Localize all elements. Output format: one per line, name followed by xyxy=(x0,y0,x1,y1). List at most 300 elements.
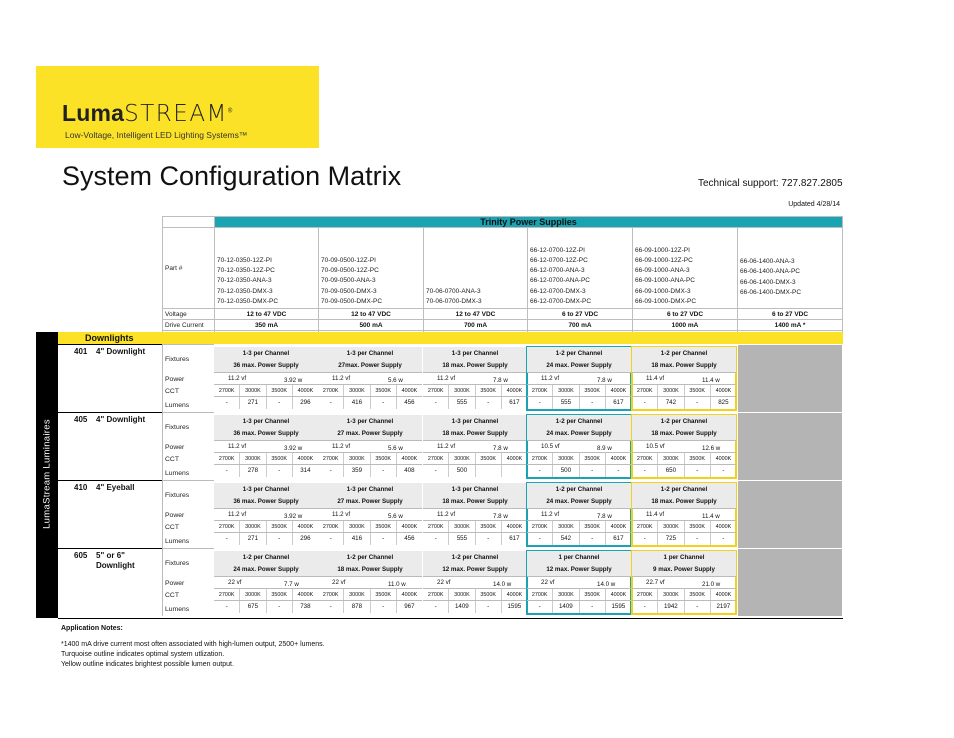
lumens-value: 555 xyxy=(553,397,579,409)
fixtures-max: 18 max. Power Supply xyxy=(651,362,717,369)
lumens-value: - xyxy=(527,465,553,477)
lumens-value: 542 xyxy=(553,533,579,545)
config-cell xyxy=(632,347,736,410)
cct-row xyxy=(318,385,422,397)
power-vf: 11.2 vf xyxy=(332,511,351,518)
lumens-row xyxy=(527,533,631,545)
power-row xyxy=(632,577,736,589)
spec-value: 700 mA xyxy=(424,320,528,331)
technical-support: Technical support: 727.827.2805 xyxy=(698,178,843,189)
cct-row xyxy=(214,521,318,533)
power-row xyxy=(214,509,318,521)
cct-value: 3500K xyxy=(267,521,293,532)
cct-value: 3500K xyxy=(371,521,397,532)
cct-value: 4000K xyxy=(506,388,523,394)
lumens-value: - xyxy=(580,397,606,409)
fixtures-per-channel: 1-2 per Channel xyxy=(242,554,290,561)
lumens-value: 1409 xyxy=(553,601,579,613)
cct-row xyxy=(527,453,631,465)
spec-label: Drive Current xyxy=(163,320,215,331)
cct-value: 4000K xyxy=(297,592,314,598)
power-w: 14.0 w xyxy=(493,581,512,588)
power-w: 7.8 w xyxy=(597,513,612,520)
row-label-fixtures: Fixtures xyxy=(165,356,190,363)
lumens-value: 675 xyxy=(240,601,266,613)
spec-value: 1000 mA xyxy=(633,320,738,331)
fixtures-per-channel: 1-3 per Channel xyxy=(242,350,290,357)
row-label-cct: CCT xyxy=(165,388,179,395)
lumens-value: - xyxy=(214,533,240,545)
cct-value: 3500K xyxy=(580,589,606,600)
cct-value: 4000K xyxy=(610,524,627,530)
fixtures-box xyxy=(632,483,736,509)
cct-value: 3000K xyxy=(658,453,684,464)
cct-value: 4000K xyxy=(610,456,627,462)
lumens-value: 617 xyxy=(613,535,624,542)
power-w: 21.0 w xyxy=(702,581,721,588)
power-row xyxy=(214,441,318,453)
cct-value: 3000K xyxy=(449,589,475,600)
cct-value: 4000K xyxy=(401,456,418,462)
fixtures-max: 18 max. Power Supply xyxy=(442,430,508,437)
lumens-row xyxy=(632,601,736,613)
lumens-value: 617 xyxy=(613,399,624,406)
power-row xyxy=(632,441,736,453)
cct-value: 4000K xyxy=(715,592,732,598)
power-row xyxy=(632,509,736,521)
cct-row xyxy=(527,521,631,533)
lumens-value: - xyxy=(318,533,344,545)
lumens-value: - xyxy=(423,601,449,613)
power-vf: 10.5 vf xyxy=(646,443,665,450)
power-row xyxy=(632,373,736,385)
luminaire-group xyxy=(58,412,162,480)
lumens-value: 738 xyxy=(300,603,311,610)
lumens-value: 2197 xyxy=(716,603,731,610)
cct-value: 3000K xyxy=(240,453,266,464)
cct-row xyxy=(527,385,631,397)
lumens-value: 878 xyxy=(344,601,370,613)
lumens-value xyxy=(502,465,527,477)
power-vf: 11.2 vf xyxy=(541,511,560,518)
luminaire-name: 5" or 6" Downlight xyxy=(96,551,135,570)
cct-value: 3500K xyxy=(371,589,397,600)
config-cell xyxy=(423,483,527,546)
power-vf: 11.2 vf xyxy=(437,443,456,450)
cct-value: 2700K xyxy=(527,521,553,532)
power-w: 7.8 w xyxy=(493,445,508,452)
cct-value: 3500K xyxy=(476,453,502,464)
spec-value: 6 to 27 VDC xyxy=(633,309,738,320)
cct-value: 4000K xyxy=(401,592,418,598)
fixtures-box xyxy=(214,551,318,577)
cct-value: 2700K xyxy=(632,453,658,464)
cct-value: 3000K xyxy=(449,453,475,464)
power-row xyxy=(318,373,422,385)
lumens-value: - xyxy=(423,533,449,545)
lumens-value: - xyxy=(632,601,658,613)
lumens-value: 1942 xyxy=(658,601,684,613)
luminaire-number: 410 xyxy=(74,483,88,492)
fixtures-box xyxy=(527,347,631,373)
luminaire-group xyxy=(58,548,162,616)
fixtures-per-channel: 1-3 per Channel xyxy=(451,418,499,425)
fixtures-box xyxy=(527,415,631,441)
unavailable-block xyxy=(738,481,842,548)
spec-value: 500 mA xyxy=(319,320,424,331)
cct-value: 3500K xyxy=(685,521,711,532)
lumens-value: 617 xyxy=(509,399,520,406)
cct-value: 2700K xyxy=(214,521,240,532)
cct-value: 3500K xyxy=(476,385,502,396)
fixtures-box xyxy=(214,483,318,509)
spec-value: 12 to 47 VDC xyxy=(215,309,319,320)
fixtures-per-channel: 1-2 per Channel xyxy=(555,486,603,493)
fixtures-max: 24 max. Power Supply xyxy=(233,566,299,573)
lumens-value: - xyxy=(423,397,449,409)
power-supply-table xyxy=(162,216,843,342)
lumens-value: - xyxy=(685,397,711,409)
power-row xyxy=(527,509,631,521)
lumens-value: 271 xyxy=(240,397,266,409)
luminaire-name: 4" Eyeball xyxy=(96,483,135,492)
cct-row xyxy=(527,589,631,601)
config-cell xyxy=(632,551,736,614)
lumens-row xyxy=(632,465,736,477)
config-cell xyxy=(527,415,631,478)
lumens-value: - xyxy=(580,601,606,613)
lumens-row xyxy=(214,465,318,477)
unavailable-block xyxy=(738,549,842,616)
page-title: System Configuration Matrix xyxy=(62,161,402,191)
lumens-row xyxy=(423,465,527,477)
cct-row xyxy=(632,589,736,601)
config-cell xyxy=(318,551,422,614)
row-label-lumens: Lumens xyxy=(165,402,190,409)
cct-value: 2700K xyxy=(318,385,344,396)
lumens-value xyxy=(476,465,502,477)
fixtures-box xyxy=(632,347,736,373)
power-vf: 11.2 vf xyxy=(541,375,560,382)
power-row xyxy=(423,577,527,589)
power-vf: 22 vf xyxy=(228,579,242,586)
lumens-value: - xyxy=(632,397,658,409)
cct-value: 4000K xyxy=(715,388,732,394)
fixtures-max: 36 max. Power Supply xyxy=(233,498,299,505)
cct-value: 2700K xyxy=(423,521,449,532)
cct-value: 4000K xyxy=(506,592,523,598)
power-row xyxy=(318,441,422,453)
power-row xyxy=(527,441,631,453)
cct-value: 4000K xyxy=(401,388,418,394)
power-vf: 22 vf xyxy=(332,579,346,586)
power-vf: 22.7 vf xyxy=(646,579,665,586)
cct-value: 4000K xyxy=(297,456,314,462)
fixtures-per-channel: 1-2 per Channel xyxy=(555,350,603,357)
lumens-value: 742 xyxy=(658,397,684,409)
downlights-header: Downlights xyxy=(58,332,843,344)
fixtures-max: 18 max. Power Supply xyxy=(442,362,508,369)
cct-value: 3000K xyxy=(344,589,370,600)
fixtures-box xyxy=(423,347,527,373)
header-trinity: Trinity Power Supplies xyxy=(215,217,843,228)
config-cell xyxy=(632,483,736,546)
fixtures-box xyxy=(318,483,422,509)
lumens-value: - xyxy=(371,533,397,545)
power-w: 8.9 w xyxy=(597,445,612,452)
lumens-value: - xyxy=(267,533,293,545)
cct-value: 4000K xyxy=(297,388,314,394)
spec-label: Voltage xyxy=(163,309,215,320)
cct-value: 2700K xyxy=(318,589,344,600)
row-label-power: Power xyxy=(165,580,185,587)
config-cell xyxy=(423,347,527,410)
fixtures-max: 36 max. Power Supply xyxy=(233,430,299,437)
lumens-value: - xyxy=(214,465,240,477)
lumens-value: - xyxy=(423,465,449,477)
cct-value: 3000K xyxy=(658,589,684,600)
cct-value: 3000K xyxy=(240,521,266,532)
fixtures-per-channel: 1-3 per Channel xyxy=(346,486,394,493)
cct-row xyxy=(423,453,527,465)
row-labels xyxy=(162,480,214,548)
power-w: 3.92 w xyxy=(284,513,303,520)
luminaire-group xyxy=(58,480,162,548)
cct-value: 4000K xyxy=(297,524,314,530)
luminaire-group xyxy=(58,344,162,412)
config-cell xyxy=(318,483,422,546)
lumastream-logo xyxy=(36,66,319,148)
lumens-row xyxy=(214,397,318,409)
cct-value: 3500K xyxy=(371,453,397,464)
cct-row xyxy=(318,453,422,465)
fixtures-max: 18 max. Power Supply xyxy=(651,430,717,437)
lumens-row xyxy=(632,397,736,409)
power-vf: 11.2 vf xyxy=(228,511,247,518)
lumens-row xyxy=(318,601,422,613)
luminaire-name: 4" Downlight xyxy=(96,415,146,424)
unavailable-block xyxy=(738,345,842,412)
lumens-value: - xyxy=(527,533,553,545)
power-vf: 11.2 vf xyxy=(437,511,456,518)
cct-value: 3000K xyxy=(553,385,579,396)
fixtures-per-channel: 1-3 per Channel xyxy=(242,486,290,493)
cct-value: 3000K xyxy=(658,385,684,396)
cct-value: 3500K xyxy=(267,453,293,464)
row-label-fixtures: Fixtures xyxy=(165,492,190,499)
spec-value: 6 to 27 VDC xyxy=(528,309,633,320)
lumens-value: 1595 xyxy=(611,603,626,610)
lumens-value: 408 xyxy=(404,467,415,474)
cct-value: 3500K xyxy=(685,385,711,396)
power-row xyxy=(423,509,527,521)
config-cell xyxy=(214,347,318,410)
power-w: 3.92 w xyxy=(284,377,303,384)
logo-wordmark: LumaSTREAM® xyxy=(62,100,233,127)
lumens-value: - xyxy=(685,465,711,477)
cct-row xyxy=(318,521,422,533)
power-row xyxy=(527,373,631,385)
lumens-value: 1595 xyxy=(507,603,522,610)
header-spacer xyxy=(163,217,215,228)
fixtures-per-channel: 1-2 per Channel xyxy=(660,418,708,425)
fixtures-per-channel: 1 per Channel xyxy=(558,554,600,561)
fixtures-per-channel: 1-3 per Channel xyxy=(451,350,499,357)
cct-value: 2700K xyxy=(527,453,553,464)
fixtures-max: 24 max. Power Supply xyxy=(546,498,612,505)
power-w: 7.7 w xyxy=(284,581,299,588)
part-cell: 70-12-0350-12Z-PI 70-12-0350-12Z-PC 70-12-0350-ANA-3 70-12-0350-DMX-3 70-12-0350-DMX-PC xyxy=(215,228,319,309)
cct-value: 4000K xyxy=(401,524,418,530)
cct-value: 3500K xyxy=(580,385,606,396)
cct-value: 3500K xyxy=(685,453,711,464)
lumens-value: 1409 xyxy=(449,601,475,613)
lumens-value: 416 xyxy=(344,533,370,545)
fixtures-max: 18 max. Power Supply xyxy=(651,498,717,505)
cct-row xyxy=(423,385,527,397)
power-row xyxy=(214,577,318,589)
part-cell: 66-09-1000-12Z-PI 66-09-1000-12Z-PC 66-09-1000-ANA-3 66-09-1000-ANA-PC 66-09-1000-DMX-3 66-09-1000-DMX-PC xyxy=(633,228,738,309)
lumens-value: - xyxy=(267,601,293,613)
fixtures-per-channel: 1-2 per Channel xyxy=(555,418,603,425)
cct-value: 3500K xyxy=(476,521,502,532)
power-vf: 11.2 vf xyxy=(332,443,351,450)
power-w: 7.8 w xyxy=(493,513,508,520)
logo-tagline: Low-Voltage, Intelligent LED Lighting Systems™ xyxy=(65,130,248,140)
spec-value: 12 to 47 VDC xyxy=(424,309,528,320)
cct-value: 3000K xyxy=(344,385,370,396)
lumens-value: - xyxy=(267,397,293,409)
lumens-value: - xyxy=(527,601,553,613)
power-w: 7.8 w xyxy=(493,377,508,384)
lumens-value: - xyxy=(267,465,293,477)
lumens-value: - xyxy=(580,465,606,477)
fixtures-max: 27 max. Power Supply xyxy=(337,430,403,437)
config-cell xyxy=(318,415,422,478)
cct-row xyxy=(318,589,422,601)
config-cell xyxy=(527,483,631,546)
power-w: 3.92 w xyxy=(284,445,303,452)
config-cell xyxy=(527,551,631,614)
fixtures-per-channel: 1-3 per Channel xyxy=(346,350,394,357)
lumens-value: 725 xyxy=(658,533,684,545)
part-cell: 70-09-0500-12Z-PI 70-09-0500-12Z-PC 70-09-0500-ANA-3 70-09-0500-DMX-3 70-09-0500-DMX-PC xyxy=(319,228,424,309)
lumens-value: 967 xyxy=(404,603,415,610)
spec-value: 1400 mA * xyxy=(738,320,843,331)
fixtures-per-channel: 1-2 per Channel xyxy=(660,350,708,357)
fixtures-per-channel: 1-2 per Channel xyxy=(660,486,708,493)
lumens-value: - xyxy=(722,535,725,542)
lumens-value: 825 xyxy=(718,399,729,406)
fixtures-box xyxy=(318,347,422,373)
power-vf: 11.4 vf xyxy=(646,511,665,518)
config-cell xyxy=(214,415,318,478)
power-w: 14.0 w xyxy=(597,581,616,588)
spec-value: 6 to 27 VDC xyxy=(738,309,843,320)
row-label-cct: CCT xyxy=(165,592,179,599)
fixtures-max: 36 max. Power Supply xyxy=(233,362,299,369)
cct-value: 2700K xyxy=(423,589,449,600)
lumens-row xyxy=(527,601,631,613)
lumens-row xyxy=(318,533,422,545)
part-label: Part # xyxy=(163,228,215,309)
row-label-cct: CCT xyxy=(165,456,179,463)
spec-value: 12 to 47 VDC xyxy=(319,309,424,320)
spec-value: 350 mA xyxy=(215,320,319,331)
power-row xyxy=(214,373,318,385)
lumens-row xyxy=(423,533,527,545)
lumens-value: - xyxy=(214,397,240,409)
cct-value: 2700K xyxy=(214,385,240,396)
power-w: 5.6 w xyxy=(388,445,403,452)
cct-value: 3500K xyxy=(267,385,293,396)
lumens-value: - xyxy=(476,533,502,545)
cct-value: 2700K xyxy=(318,521,344,532)
lumens-value: - xyxy=(371,465,397,477)
fixtures-box xyxy=(214,415,318,441)
lumens-value: 296 xyxy=(300,399,311,406)
lumens-row xyxy=(318,465,422,477)
cct-value: 2700K xyxy=(423,453,449,464)
cct-value: 4000K xyxy=(610,592,627,598)
cct-value: 2700K xyxy=(632,589,658,600)
cct-row xyxy=(632,385,736,397)
power-vf: 11.2 vf xyxy=(332,375,351,382)
fixtures-per-channel: 1-2 per Channel xyxy=(346,554,394,561)
lumens-row xyxy=(527,397,631,409)
fixtures-max: 24 max. Power Supply xyxy=(546,430,612,437)
row-label-power: Power xyxy=(165,512,185,519)
fixtures-box xyxy=(318,415,422,441)
power-vf: 22 vf xyxy=(541,579,555,586)
lumens-value: - xyxy=(685,533,711,545)
notes-title: Application Notes: xyxy=(61,625,123,632)
config-cell xyxy=(527,347,631,410)
row-labels xyxy=(162,344,214,412)
lumens-value: 456 xyxy=(404,535,415,542)
cct-value: 2700K xyxy=(214,453,240,464)
lumens-row xyxy=(423,601,527,613)
power-vf: 11.2 vf xyxy=(228,375,247,382)
lumens-value: 500 xyxy=(553,465,579,477)
row-label-lumens: Lumens xyxy=(165,606,190,613)
fixtures-per-channel: 1-2 per Channel xyxy=(451,554,499,561)
cct-value: 4000K xyxy=(715,524,732,530)
cct-value: 3500K xyxy=(267,589,293,600)
cct-value: 3000K xyxy=(344,521,370,532)
lumens-value: - xyxy=(580,533,606,545)
config-cell xyxy=(423,415,527,478)
lumens-value: - xyxy=(527,397,553,409)
cct-value: 4000K xyxy=(610,388,627,394)
lumens-value: - xyxy=(632,533,658,545)
lumens-value: 416 xyxy=(344,397,370,409)
spec-value: 700 mA xyxy=(528,320,633,331)
lumens-value: - xyxy=(476,601,502,613)
power-vf: 22 vf xyxy=(437,579,451,586)
lumens-value: 617 xyxy=(509,535,520,542)
cct-row xyxy=(632,521,736,533)
table-bottom-rule xyxy=(58,618,843,619)
power-w: 11.0 w xyxy=(388,581,406,588)
lumens-value: - xyxy=(722,467,725,474)
config-cell xyxy=(214,551,318,614)
cct-value: 3000K xyxy=(449,521,475,532)
row-label-lumens: Lumens xyxy=(165,470,190,477)
note-line: Turquoise outline indicates optimal system utlization. xyxy=(61,651,225,658)
lumens-value: 278 xyxy=(240,465,266,477)
fixtures-box xyxy=(318,551,422,577)
